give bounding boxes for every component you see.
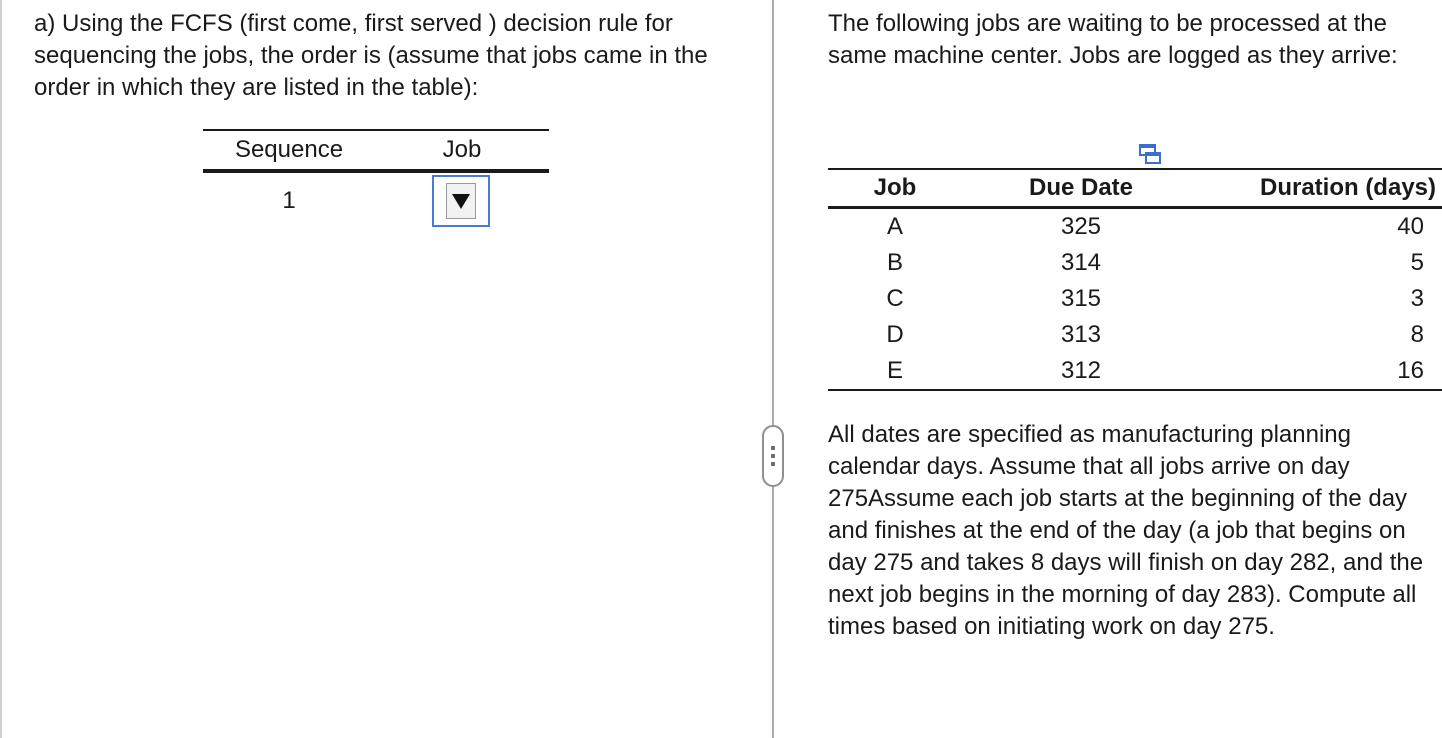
- duration-cell: 3: [1410, 285, 1424, 312]
- due-date-header: Due Date: [1028, 174, 1134, 201]
- job-cell: D: [886, 321, 904, 348]
- job-cell: C: [886, 285, 904, 312]
- right-pane: [774, 0, 1442, 738]
- table-row: [828, 353, 1442, 389]
- copy-icon[interactable]: [1138, 142, 1162, 166]
- duration-header: Duration (days): [1259, 174, 1436, 201]
- due-date-cell: 315: [1060, 285, 1102, 312]
- duration-cell: 40: [1397, 213, 1424, 240]
- job-header: Job: [873, 174, 917, 201]
- table-bottom-rule: [828, 389, 1442, 391]
- jobs-table: [828, 168, 1442, 391]
- triangle-down-icon: [451, 192, 471, 210]
- table-row: [828, 209, 1442, 245]
- job-cell: [375, 175, 549, 227]
- sequence-table-header: [203, 131, 549, 169]
- duration-cell: 5: [1410, 249, 1424, 276]
- jobs-table-header: [828, 170, 1442, 206]
- intro-text: The following jobs are waiting to be processed at the same machine center. Jobs are logged as they arrive:: [828, 10, 1398, 69]
- job-cell: A: [886, 213, 903, 240]
- due-date-cell: 325: [1060, 213, 1102, 240]
- note-text: All dates are specified as manufacturing planning calendar days. Assume that all jobs arrive on day 275Assume each job starts at the beginning of the day and finishes at the end of the day (a job that begins on day 275 and takes 8 days will finish on day 282, and the next job begins in the morning of day 283). Compute all times based on initiating work on day 275.: [828, 421, 1424, 640]
- due-date-cell: 312: [1060, 357, 1102, 384]
- sequence-table: [203, 129, 549, 229]
- table-row: [828, 245, 1442, 281]
- dropdown-button[interactable]: [446, 183, 476, 219]
- table-row: [203, 173, 549, 229]
- sequence-cell: 1: [282, 187, 296, 214]
- table-row: [828, 317, 1442, 353]
- job-header: Job: [442, 136, 482, 163]
- job-cell: E: [886, 357, 903, 384]
- job-select-dropdown[interactable]: [432, 175, 490, 227]
- duration-cell: 16: [1397, 357, 1424, 384]
- job-cell: B: [886, 249, 903, 276]
- table-row: [828, 281, 1442, 317]
- duration-cell: 8: [1410, 321, 1424, 348]
- question-text: a) Using the FCFS (first come, first served ) decision rule for sequencing the jobs, the order is (assume that jobs came in the order in which they are listed in the table):: [34, 10, 708, 101]
- due-date-cell: 314: [1060, 249, 1102, 276]
- sequence-header: Sequence: [234, 136, 344, 163]
- due-date-cell: 313: [1060, 321, 1102, 348]
